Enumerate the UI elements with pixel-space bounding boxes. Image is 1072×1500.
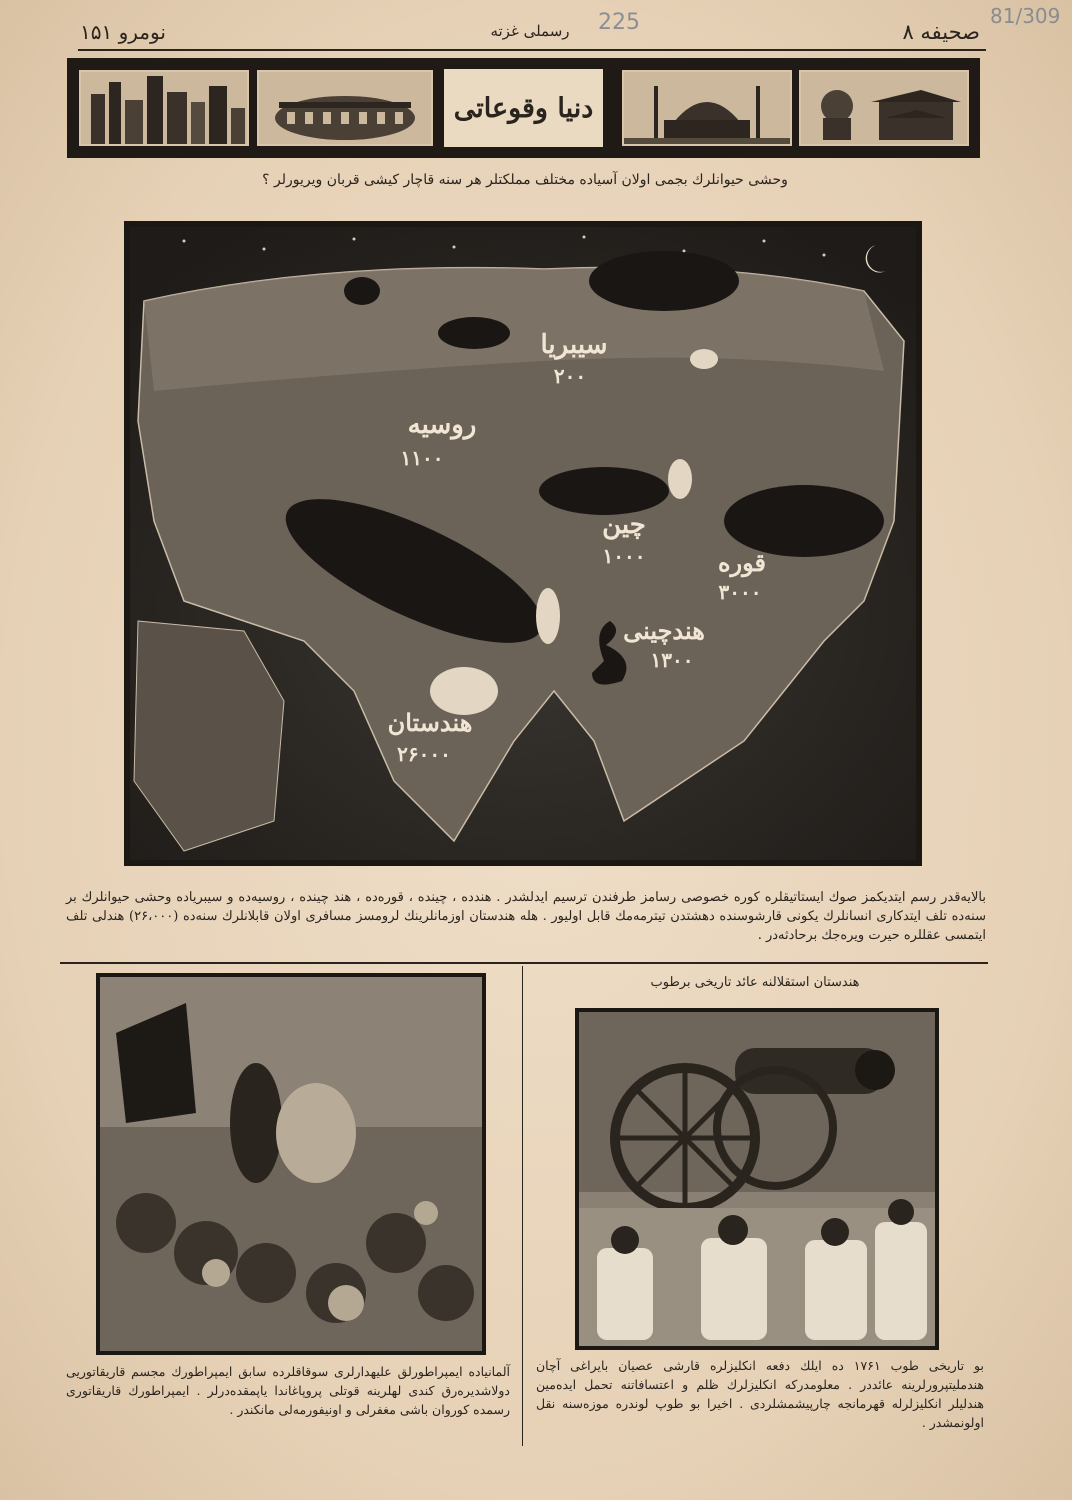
- seated-man: [701, 1238, 767, 1340]
- caricature-figure: [230, 1063, 282, 1183]
- value-russia: ۱۱۰۰: [400, 446, 444, 470]
- label-indochina: هندچینی: [623, 616, 705, 645]
- rome-colosseum-illustration: [257, 70, 433, 146]
- header-rule: [78, 49, 986, 51]
- map-headline: وحشی حیوانلرك بجمی اولان آسیاده مختلف مملکتلر هر سنه قاچار کیشی قربان ویریورلر ؟: [262, 172, 788, 188]
- banner-title: دنیا وقوعاتی: [441, 66, 606, 150]
- newspaper-name: رسملی غزته: [490, 22, 570, 40]
- fleeing-man-figure: [668, 459, 692, 499]
- label-siberia: سیبریا: [540, 330, 608, 360]
- mosque-illustration: [622, 70, 792, 146]
- standing-man: [875, 1222, 927, 1340]
- label-china: چین: [602, 510, 646, 540]
- value-korea: ۳۰۰۰: [718, 580, 762, 604]
- label-korea: قوره: [717, 548, 767, 577]
- section-divider: [60, 962, 988, 964]
- cannon-photo-title: هندستان استقلالنه عائد تاریخی برطوب: [650, 975, 860, 990]
- value-india: ۲۶۰۰۰: [397, 742, 451, 766]
- section-banner: [67, 58, 980, 158]
- germany-caricature-photo: [96, 973, 486, 1355]
- wolf-silhouette: [539, 467, 669, 515]
- city-skyline-illustration: [79, 70, 249, 146]
- page-number-label: صحيفه ۸: [902, 20, 980, 44]
- tiger-silhouette: [724, 485, 884, 557]
- bear-silhouette: [589, 251, 739, 311]
- map-illustration: [124, 221, 922, 866]
- man-with-fez: [276, 1083, 356, 1183]
- value-siberia: ۲۰۰: [553, 364, 587, 388]
- corner-annotation: 81/309: [990, 4, 1061, 28]
- bear-silhouette: [438, 317, 510, 349]
- asia-wild-animals-map: [124, 221, 922, 866]
- asian-temple-illustration: [799, 70, 969, 146]
- cannon-photo-caption: بو تاریخی طوب ۱۷۶۱ ده ایلك دفعه انکلیزلره قارشی عصیان بایراغی آچان هندملیتپرورلرینه عائددر . معلومدرکه انکلیزلرك ظلم و اعتسافاتنه تحمل ایده‌مین هندلیلر انکلیزلرله قهرمانجه چارپیشمشلردی . اخیرا بو طوپ لوندره موزه‌سنه نقل اولونمشدر .: [536, 1358, 984, 1430]
- seated-man: [597, 1248, 653, 1340]
- germany-photo-caption: آلمانیاده ایمپراطورلق علیهدارلری سوقاقلرده سابق ایمپراطورك مجسم قاریقاتوریی دولاشدیره‌رق کندی لهلرینه قوتلی پروپاغاندا یاپمقده‌درلر . ایمپراطورك قاریقاتوری رسمده کوروان باشی مغفرلی و اونیفورمه‌لی مانکندر .: [66, 1364, 510, 1417]
- fleeing-man-figure: [690, 349, 718, 369]
- label-india: هندستان: [387, 708, 473, 737]
- label-russia: روسیه: [407, 410, 477, 440]
- page-header: [80, 14, 980, 48]
- issue-number-label: نومرو ۱۵۱: [80, 20, 166, 44]
- map-caption: بالایه‌قدر رسم ایتدیکمز صوك ایستاتیقلره کوره خصوصی رسامز طرفندن ترسیم ایدلشدر . هندده ، چینده ، قوره‌ده ، هند چینده ، روسیه‌ده و سیبریاده وحشی حیوانلرك بر سنه‌ده تلف ایتدکاری انسانلرك یکونی قارشوسنده دهشتدن تیترمه‌مك قابل اولیور . هله هندستان اوزمانلرینك لرومسز مسافری اولان قابلانلرك سنه‌ده (۲۶،۰۰۰) هندلی تلف ایتمسی عقللره حیرت ویره‌جك برحادثه‌در .: [66, 890, 986, 943]
- pencil-number: 225: [598, 10, 640, 35]
- fleeing-man-figure: [536, 588, 560, 644]
- column-divider: [522, 966, 523, 1446]
- value-china: ۱۰۰۰: [602, 544, 646, 568]
- seated-man: [805, 1240, 867, 1340]
- historic-cannon-photo: [575, 1008, 939, 1350]
- value-indochina: ۱۳۰۰: [650, 648, 694, 672]
- wolf-silhouette: [344, 277, 380, 305]
